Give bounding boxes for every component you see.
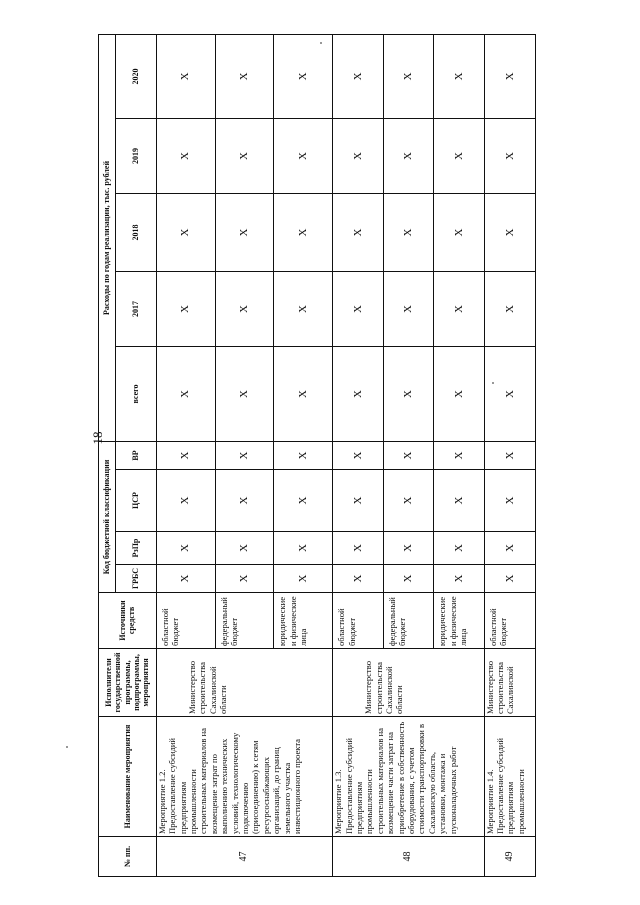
cell-mark: X	[156, 532, 215, 565]
cell-mark: X	[484, 441, 535, 469]
row-executor	[156, 649, 332, 717]
cell-mark: X	[434, 118, 485, 193]
cell-mark: X	[434, 34, 485, 118]
cell-mark: X	[434, 470, 485, 532]
row-number: 48	[333, 837, 485, 877]
cell-mark: X	[274, 118, 333, 193]
row-executor: Министерство строительства Сахалинской	[484, 649, 535, 717]
page-number: 18	[90, 431, 105, 445]
cell-mark: X	[484, 193, 535, 271]
budget-table	[98, 34, 536, 877]
cell-mark: X	[333, 118, 384, 193]
cell-mark: X	[434, 346, 485, 441]
cell-mark: X	[383, 271, 434, 346]
header-csr: ЦСР	[115, 470, 156, 532]
cell-mark: X	[215, 193, 274, 271]
rotated-budget-table	[98, 35, 536, 877]
header-name: Наименование мероприятия	[99, 717, 157, 837]
cell-mark: X	[333, 470, 384, 532]
cell-mark: X	[484, 346, 535, 441]
header-total: всего	[115, 346, 156, 441]
cell-mark: X	[156, 441, 215, 469]
row-source: областной бюджет	[333, 593, 384, 649]
cell-mark: X	[484, 470, 535, 532]
header-no: № пп.	[99, 837, 157, 877]
cell-mark: X	[215, 346, 274, 441]
row-executor-text: Министерство строительства Сахалинской области	[186, 661, 228, 714]
cell-mark: X	[274, 532, 333, 565]
cell-mark: X	[383, 565, 434, 593]
header-grbs: ГРБС	[115, 565, 156, 593]
cell-mark: X	[434, 271, 485, 346]
cell-mark: X	[333, 34, 384, 118]
row-source: юридические и физические лица	[274, 593, 333, 649]
row-source: федеральный бюджет	[215, 593, 274, 649]
row-name: Мероприятие 1.2. Предоставление субсидий предприятиям промышленности строительных материалов на возмещение затрат по выполнению технических условий, технологическому подключению (присоединению) к сетям ресурсоснабжающих организаций, до границ земельного участка инвестиционного проекта	[156, 717, 332, 837]
cell-mark: X	[434, 441, 485, 469]
cell-mark: X	[333, 193, 384, 271]
row-number: 49	[484, 837, 535, 877]
table-row	[484, 34, 535, 876]
table-row	[156, 34, 215, 876]
cell-mark: X	[484, 34, 535, 118]
cell-mark: X	[333, 346, 384, 441]
header-budget-code: Код бюджетной классификации	[99, 441, 116, 592]
cell-mark: X	[383, 470, 434, 532]
cell-mark: X	[215, 34, 274, 118]
cell-mark: X	[274, 193, 333, 271]
cell-mark: X	[434, 532, 485, 565]
row-executor-text: Министерство строительства Сахалинской области	[363, 661, 405, 714]
header-2017: 2017	[115, 271, 156, 346]
cell-mark: X	[215, 565, 274, 593]
cell-mark: X	[333, 565, 384, 593]
cell-mark: X	[333, 441, 384, 469]
cell-mark: X	[215, 470, 274, 532]
row-source: юридические и физические лица	[434, 593, 485, 649]
row-source: федеральный бюджет	[383, 593, 434, 649]
header-source: Источники средств	[99, 593, 157, 649]
header-2018: 2018	[115, 193, 156, 271]
cell-mark: X	[333, 532, 384, 565]
cell-mark: X	[383, 346, 434, 441]
cell-mark: X	[484, 532, 535, 565]
scan-speck	[66, 746, 68, 748]
cell-mark: X	[156, 118, 215, 193]
cell-mark: X	[434, 193, 485, 271]
cell-mark: X	[383, 193, 434, 271]
header-executor: Исполнители государственной программы, подпрограммы, мероприятия	[99, 649, 157, 717]
cell-mark: X	[383, 532, 434, 565]
row-name: Мероприятие 1.4. Предоставление субсидий предприятиям промышленности	[484, 717, 535, 837]
cell-mark: X	[274, 271, 333, 346]
cell-mark: X	[156, 346, 215, 441]
cell-mark: X	[383, 441, 434, 469]
cell-mark: X	[156, 470, 215, 532]
cell-mark: X	[156, 565, 215, 593]
cell-mark: X	[156, 34, 215, 118]
cell-mark: X	[274, 441, 333, 469]
cell-mark: X	[215, 118, 274, 193]
cell-mark: X	[484, 118, 535, 193]
cell-mark: X	[333, 271, 384, 346]
header-expenses: Расходы по годам реализации, тыс. рублей	[99, 34, 116, 441]
row-name: Мероприятие 1.3. Предоставление субсидий предприятиям промышленности строительных материалов на возмещение части затрат на приобретение в собственность оборудования, с учетом стоимости транспортировки в Сахалинскую область, установки, монтажа и пусконаладочных работ	[333, 717, 485, 837]
cell-mark: X	[383, 118, 434, 193]
cell-mark: X	[215, 441, 274, 469]
header-rzpr: РзПр	[115, 532, 156, 565]
cell-mark: X	[383, 34, 434, 118]
row-source: областной бюджет	[156, 593, 215, 649]
header-2019: 2019	[115, 118, 156, 193]
cell-mark: X	[215, 271, 274, 346]
cell-mark: X	[274, 470, 333, 532]
cell-mark: X	[274, 34, 333, 118]
cell-mark: X	[156, 193, 215, 271]
cell-mark: X	[434, 565, 485, 593]
row-number: 47	[156, 837, 332, 877]
cell-mark: X	[215, 532, 274, 565]
table-row	[333, 34, 384, 876]
header-vr: ВР	[115, 441, 156, 469]
cell-mark: X	[156, 271, 215, 346]
cell-mark: X	[484, 271, 535, 346]
cell-mark: X	[274, 346, 333, 441]
row-executor	[333, 649, 485, 717]
row-source: областной бюджет	[484, 593, 535, 649]
cell-mark: X	[274, 565, 333, 593]
header-2020: 2020	[115, 34, 156, 118]
cell-mark: X	[484, 565, 535, 593]
